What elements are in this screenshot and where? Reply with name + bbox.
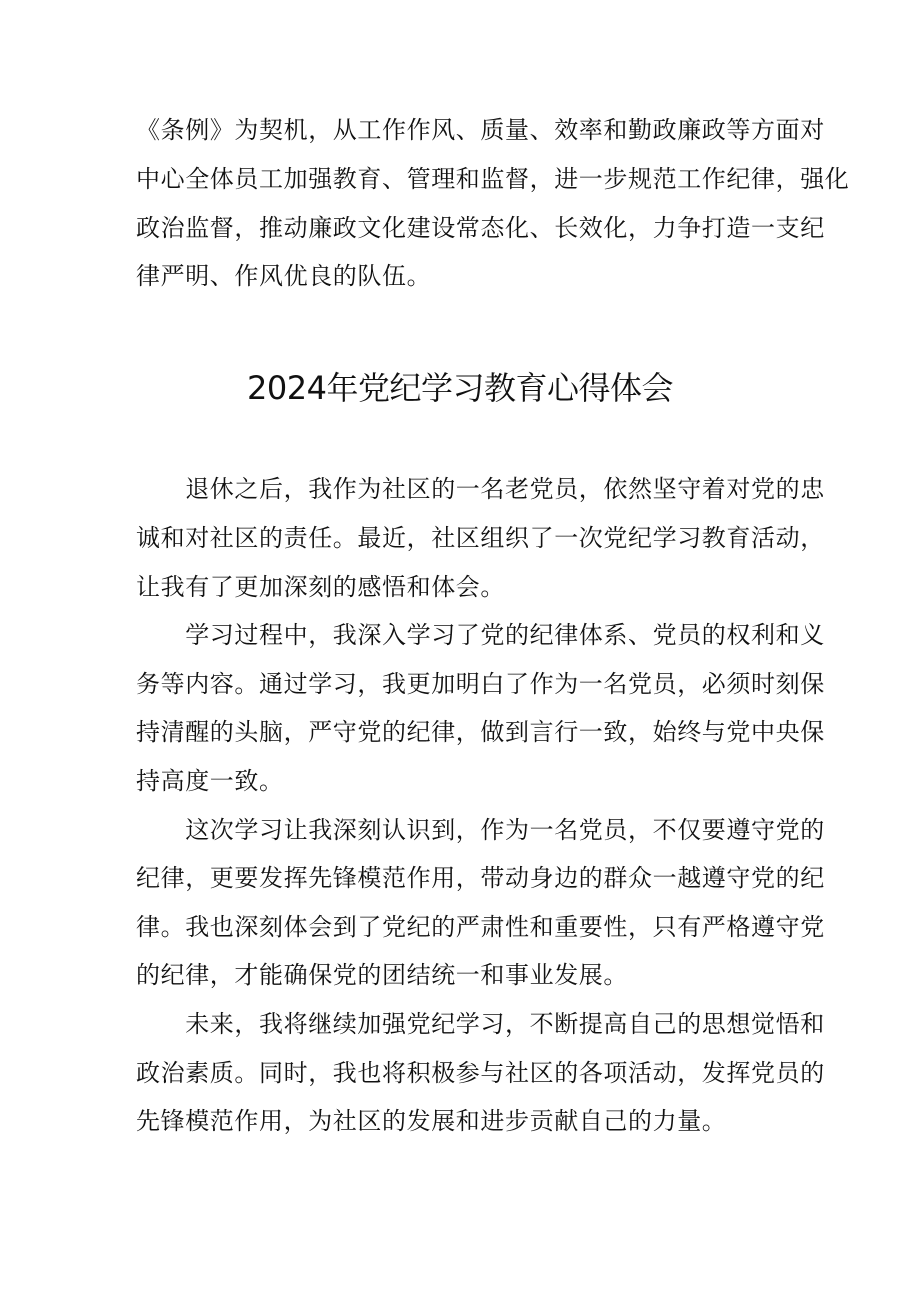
paragraph-line: 持高度一致。 xyxy=(136,767,284,795)
paragraph-line: 务等内容。通过学习，我更加明白了作为一名党员，必须时刻保 xyxy=(136,670,825,698)
paragraph-line: 纪律，更要发挥先锋模范作用，带动身边的群众一越遵守党的纪 xyxy=(136,864,825,892)
paragraph-line: 的纪律，才能确保党的团结统一和事业发展。 xyxy=(136,961,628,989)
paragraph-line: 这次学习让我深刻认识到，作为一名党员，不仅要遵守党的 xyxy=(136,816,825,844)
paragraph-line: 学习过程中，我深入学习了党的纪律体系、党员的权利和义 xyxy=(136,621,825,649)
paragraph-line: 持清醒的头脑，严守党的纪律，做到言行一致，始终与党中央保 xyxy=(136,718,825,746)
intro-line: 中心全体员工加强教育、管理和监督，进一步规范工作纪律，强化 xyxy=(136,165,850,193)
intro-line: 政治监督，推动廉政文化建设常态化、长效化，力争打造一支纪 xyxy=(136,214,825,242)
paragraph-line: 诚和对社区的责任。最近，社区组织了一次党纪学习教育活动， xyxy=(136,524,825,552)
paragraph-line: 政治素质。同时，我也将积极参与社区的各项活动，发挥党员的 xyxy=(136,1059,825,1087)
paragraph-line: 退休之后，我作为社区的一名老党员，依然坚守着对党的忠 xyxy=(136,475,825,503)
paragraph-line: 先锋模范作用，为社区的发展和进步贡献自己的力量。 xyxy=(136,1107,727,1135)
intro-line: 《条例》为契机，从工作作风、质量、效率和勤政廉政等方面对 xyxy=(136,116,825,144)
document-title: 2024年党纪学习教育心得体会 xyxy=(247,369,673,407)
paragraph-line: 律。我也深刻体会到了党纪的严肃性和重要性，只有严格遵守党 xyxy=(136,913,825,941)
paragraph-line: 未来，我将继续加强党纪学习，不断提高自己的思想觉悟和 xyxy=(136,1010,825,1038)
paragraph-line: 让我有了更加深刻的感悟和体会。 xyxy=(136,573,505,601)
intro-line: 律严明、作风优良的队伍。 xyxy=(136,262,432,290)
